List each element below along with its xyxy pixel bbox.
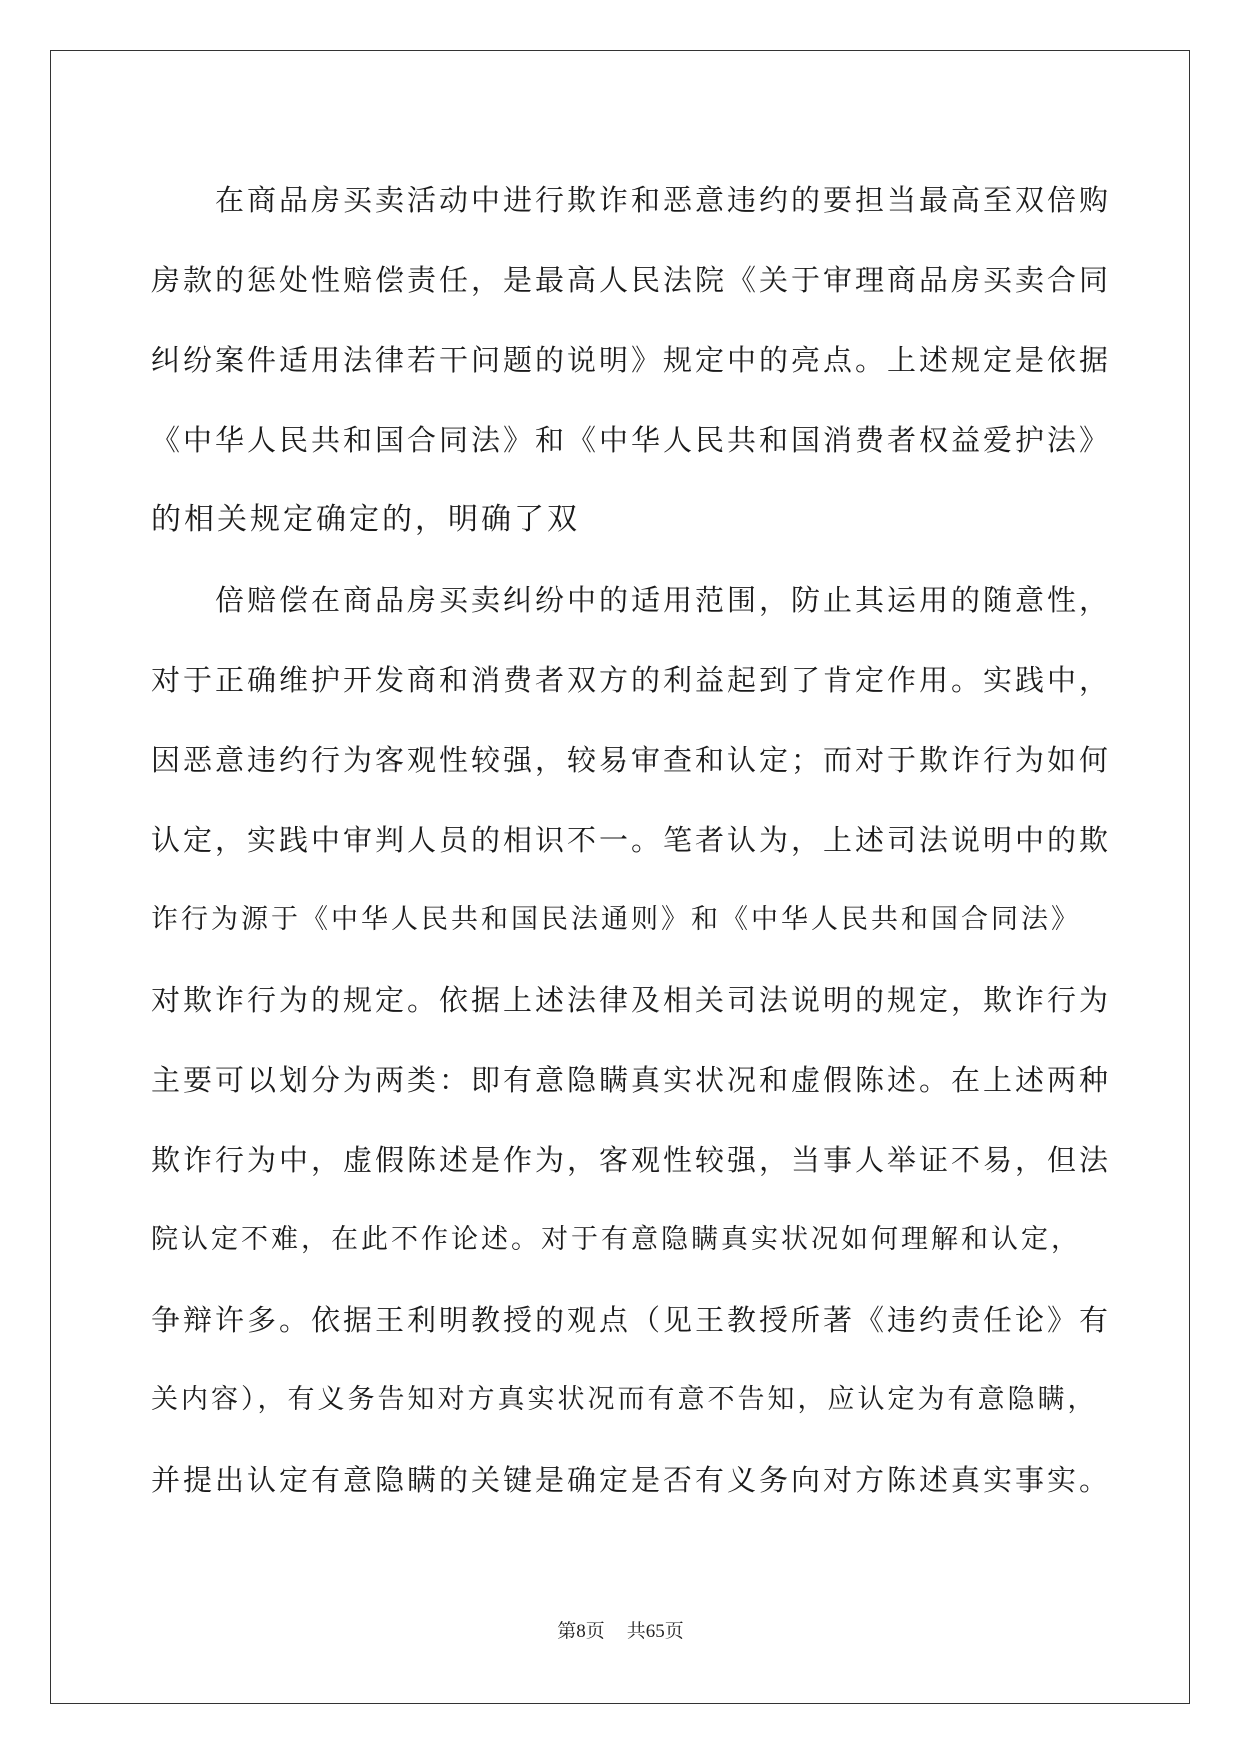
text-line: 纠纷案件适用法律若干问题的说明》规定中的亮点。上述规定是依据 <box>151 343 1112 377</box>
text-line: 对欺诈行为的规定。依据上述法律及相关司法说明的规定，欺诈行为 <box>151 983 1112 1017</box>
page-total: 共65页 <box>626 1621 684 1642</box>
text-line: 《中华人民共和国合同法》和《中华人民共和国消费者权益爱护法》 <box>151 423 1112 457</box>
text-line: 主要可以划分为两类：即有意隐瞒真实状况和虚假陈述。在上述两种 <box>151 1063 1112 1097</box>
text-line: 争辩许多。依据王利明教授的观点（见王教授所著《违约责任论》有 <box>151 1303 1112 1337</box>
page-footer <box>0 1620 1241 1644</box>
document-body <box>151 160 1111 1520</box>
text-line: 关内容），有义务告知对方真实状况而有意不告知，应认定为有意隐瞒， <box>151 1384 1098 1415</box>
text-line: 对于正确维护开发商和消费者双方的利益起到了肯定作用。实践中， <box>151 663 1112 697</box>
text-line: 因恶意违约行为客观性较强，较易审查和认定；而对于欺诈行为如何 <box>151 743 1112 777</box>
text-line: 欺诈行为中，虚假陈述是作为，客观性较强，当事人举证不易，但法 <box>151 1143 1112 1177</box>
text-line: 并提出认定有意隐瞒的关键是确定是否有义务向对方陈述真实事实。 <box>151 1463 1112 1497</box>
text-line: 诈行为源于《中华人民共和国民法通则》和《中华人民共和国合同法》 <box>151 904 1081 935</box>
text-line: 房款的惩处性赔偿责任，是最高人民法院《关于审理商品房买卖合同 <box>151 263 1112 297</box>
paragraph-2 <box>151 560 1111 1520</box>
text-line: 院认定不难，在此不作论述。对于有意隐瞒真实状况如何理解和认定， <box>151 1224 1081 1255</box>
paragraph-1 <box>151 160 1111 560</box>
text-line: 认定，实践中审判人员的相识不一。笔者认为，上述司法说明中的欺 <box>151 823 1112 857</box>
text-line: 倍赔偿在商品房买卖纠纷中的适用范围，防止其运用的随意性， <box>215 583 1112 617</box>
page-number: 第8页 <box>557 1621 605 1642</box>
text-line: 在商品房买卖活动中进行欺诈和恶意违约的要担当最高至双倍购 <box>215 183 1112 217</box>
text-line: 的相关规定确定的，明确了双 <box>151 502 580 537</box>
